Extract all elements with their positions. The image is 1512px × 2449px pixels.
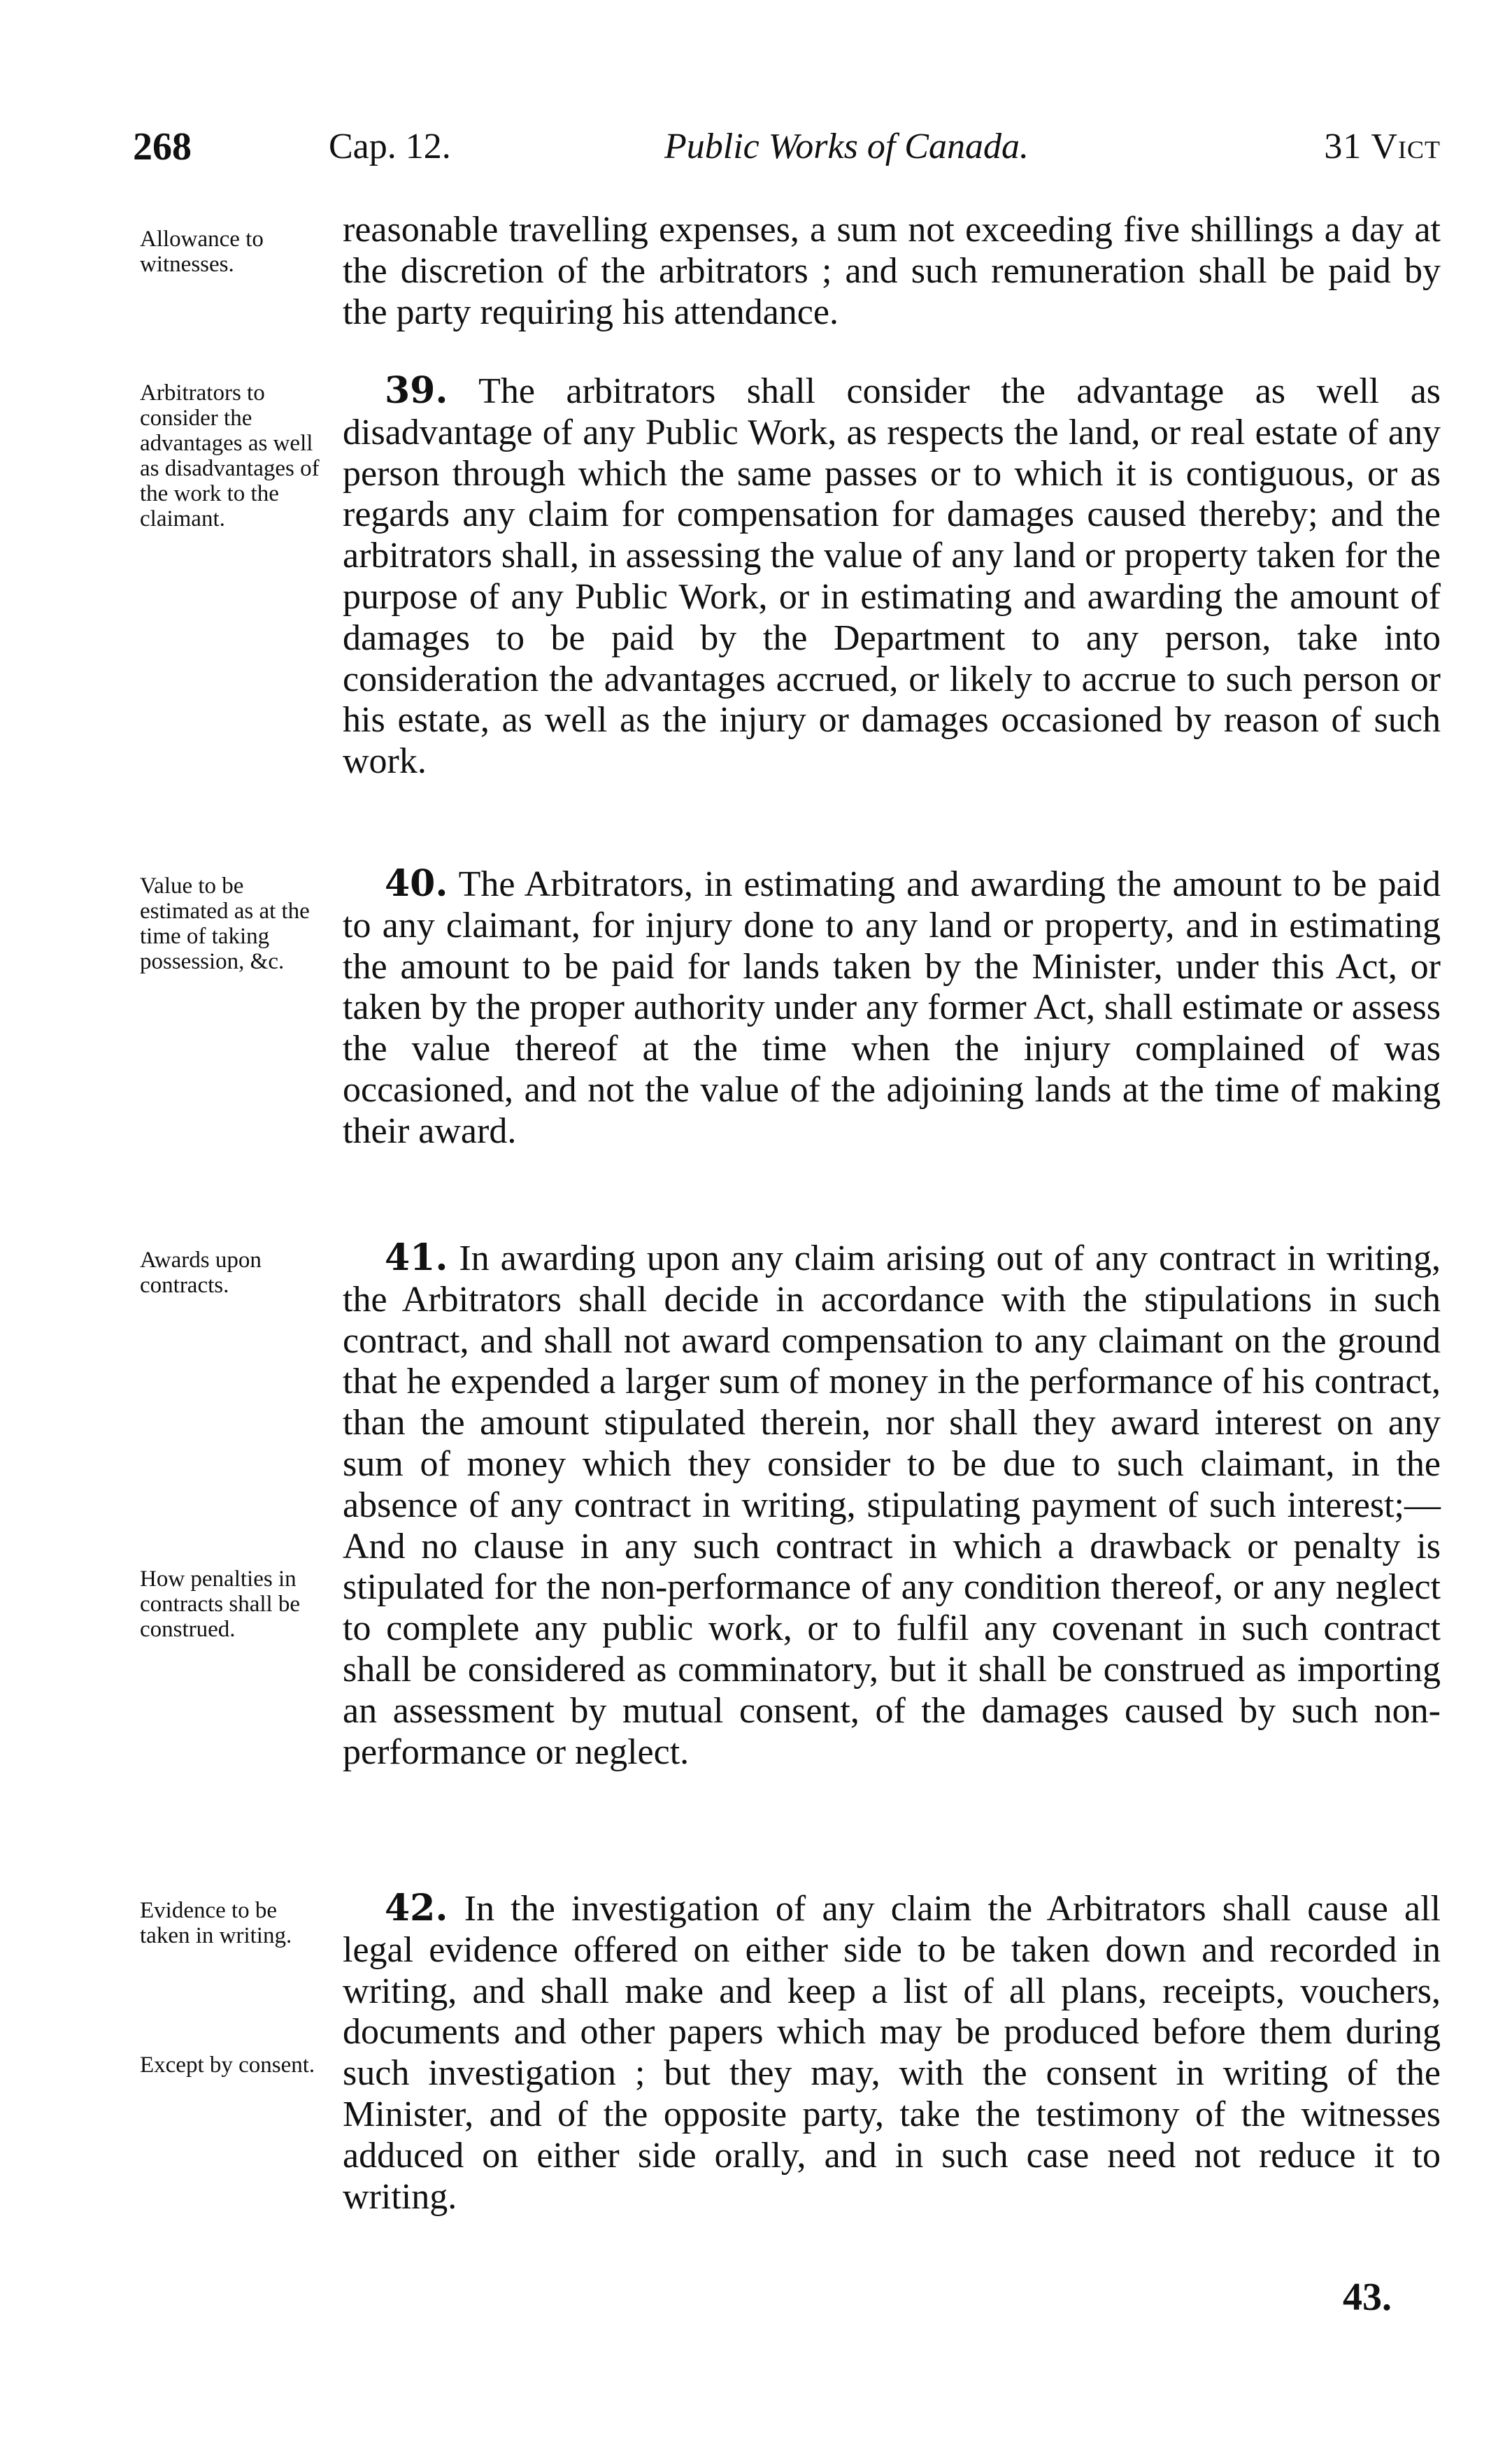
section-text <box>343 864 1441 1152</box>
section-body: In the investigation of any claim the Arbitrators shall cause all legal evidence offered on either side to be taken down and recorded in writing, and shall make and keep a list of all plans, receipts, vouchers, documents and other papers which may be produced before them during such investigation ; but they may, with the consent in writing of the Minister, and of the opposite party, take the testimony of the witnesses adduced on either side orally, and in such case need not reduce it to writing. <box>343 1889 1441 2217</box>
section-number: 39. <box>385 369 448 412</box>
signature-mark: 43. <box>1343 2276 1392 2319</box>
section-text <box>343 1238 1441 1773</box>
regnal-year: 31 Vict <box>1324 127 1441 166</box>
section-text <box>343 371 1441 783</box>
margin-note: Evidence to be taken in writing. <box>140 1898 292 1948</box>
section-number: 42. <box>385 1887 448 1929</box>
section-body: reasonable travelling expenses, a sum not exceeding five shillings a day at the discretion of the arbitrators ; and such remuneration shall be paid by the party requiring his attendance. <box>343 210 1441 332</box>
margin-note: Except by consent. <box>140 2052 315 2078</box>
margin-note: Awards upon contracts. <box>140 1248 262 1298</box>
section-text <box>343 210 1441 333</box>
chapter-label: Cap. 12. <box>329 127 451 166</box>
page-number: 268 <box>133 125 192 169</box>
section-body: In awarding upon any claim arising out of any contract in writing, the Arbitrators shall decide in accordance with the stipulations in such contract, and shall not award compensation to any claimant on the ground that he expended a larger sum of money in the performance of his contract, than the amount stipulated therein, nor shall they award interest on any sum of money which they consider to be due to such claimant, in the absence of any contract in writing, stipulating payment of such interest;—And no clause in any such contract in which a drawback or penalty is stipulated for the non-performance of any condition thereof, or any neglect to complete any public work, or to fulfil any covenant in such contract shall be considered as comminatory, but it shall be construed as importing an assessment by mutual consent, of the damages caused by such non-performance or neglect. <box>343 1238 1441 1772</box>
margin-note: Arbitrators to consider the advantages as well as disadvantages of the work to the claimant. <box>140 380 320 531</box>
section-number: 40. <box>385 862 448 905</box>
running-title: Public Works of Canada. <box>664 127 1029 166</box>
section-body: The arbitrators shall consider the advantage as well as disadvantage of any Public Work, as respects the land, or real estate of any person through which the same passes or to which it is contiguous, or as regards any claim for compensation for damages caused thereby; and the arbitrators shall, in assessing the value of any land or property taken for the purpose of any Public Work, or in estimating and awarding the amount of damages to be paid by the Department to any person, take into consideration the advantages accrued, or likely to accrue to such person or his estate, as well as the injury or damages occasioned by reason of such work. <box>343 371 1441 782</box>
page-header <box>133 119 1441 175</box>
section-text <box>343 1888 1441 2218</box>
section-body: The Arbitrators, in estimating and awarding the amount to be paid to any claimant, for injury done to any land or property, and in estimating the amount to be paid for lands taken by the Minister, under this Act, or taken by the proper authority under any former Act, shall estimate or assess the value thereof at the time when the injury complained of was occasioned, and not the value of the adjoining lands at the time of making their award. <box>343 864 1441 1151</box>
margin-note: Allowance to witnesses. <box>140 227 264 277</box>
margin-note: How penalties in contracts shall be construed. <box>140 1566 301 1642</box>
section-number: 41. <box>385 1236 448 1279</box>
margin-note: Value to be estimated as at the time of taking possession, &c. <box>140 873 310 974</box>
